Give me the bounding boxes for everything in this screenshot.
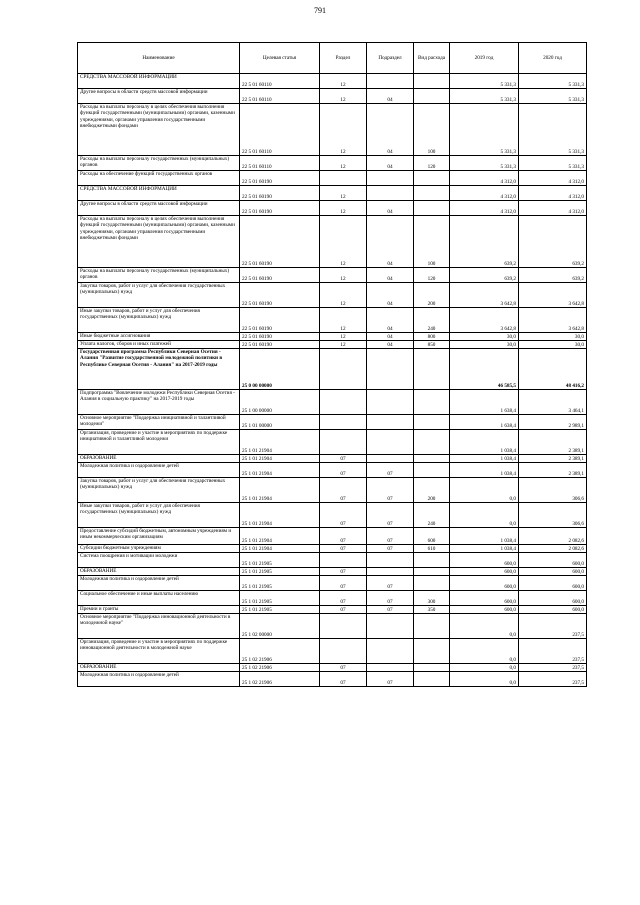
table-cell-name: Организация, проведение и участие в мероприятиях по поддержке инновационной деятельности в молодежной науке xyxy=(78,639,240,664)
table-cell-section xyxy=(320,171,367,186)
table-cell-2019: 639,2 xyxy=(450,216,519,268)
table-cell-section xyxy=(320,639,367,664)
table-cell-name: ОБРАЗОВАНИЕ xyxy=(78,455,240,463)
table-cell-expense-type: 100 xyxy=(414,104,450,156)
table-cell-subsection: 07 xyxy=(367,672,414,687)
table-cell-subsection xyxy=(367,553,414,568)
table-cell-expense-type: 850 xyxy=(414,341,450,349)
table-cell-subsection: 04 xyxy=(367,268,414,283)
table-cell-2020: 3 642,8 xyxy=(519,308,587,333)
table-cell-2019: 0,0 xyxy=(450,639,519,664)
table-cell-subsection: 07 xyxy=(367,528,414,545)
table-cell-2019: 1 638,4 xyxy=(450,415,519,430)
table-cell-subsection: 07 xyxy=(367,591,414,606)
table-cell-expense-type xyxy=(414,463,450,478)
table-cell-name: СРЕДСТВА МАССОВОЙ ИНФОРМАЦИИ xyxy=(78,186,240,201)
table-cell-2020: 3 642,8 xyxy=(519,283,587,308)
table-cell-expense-type: 120 xyxy=(414,268,450,283)
table-cell-subsection: 04 xyxy=(367,333,414,341)
table-cell-target-article: 22 5 01 60190 xyxy=(240,333,320,341)
table-cell-subsection: 07 xyxy=(367,576,414,591)
table-cell-2020: 5 331,3 xyxy=(519,156,587,171)
table-cell-expense-type xyxy=(414,201,450,216)
table-cell-subsection xyxy=(367,349,414,390)
table-cell-name: Молодежная политика и оздоровление детей xyxy=(78,463,240,478)
table-cell-section xyxy=(320,614,367,639)
table-cell-2020: 237,5 xyxy=(519,672,587,687)
table-cell-2020: 2 082,6 xyxy=(519,528,587,545)
table-row xyxy=(78,349,587,390)
table-cell-expense-type xyxy=(414,390,450,415)
table-row xyxy=(78,503,587,528)
table-cell-subsection: 07 xyxy=(367,478,414,503)
table-row xyxy=(78,201,587,216)
table-cell-subsection xyxy=(367,614,414,639)
table-cell-target-article: 22 5 01 60190 xyxy=(240,308,320,333)
table-cell-subsection: 07 xyxy=(367,463,414,478)
table-cell-name: Организация, проведение и участие в мероприятиях по поддержке инициативной и талантливой молодежи xyxy=(78,430,240,455)
table-cell-target-article: 25 1 01 21904 xyxy=(240,455,320,463)
table-cell-2020: 5 331,3 xyxy=(519,89,587,104)
table-cell-name: Расходы на обеспечение функций государственных органов xyxy=(78,171,240,186)
table-cell-expense-type: 300 xyxy=(414,591,450,606)
table-cell-section: 07 xyxy=(320,664,367,672)
table-cell-2020: 48 416,2 xyxy=(519,349,587,390)
table-cell-name: Основное мероприятие "Поддержка инициативной и талантливой молодежи" xyxy=(78,415,240,430)
table-cell-expense-type: 350 xyxy=(414,606,450,614)
table-cell-expense-type: 100 xyxy=(414,216,450,268)
table-body xyxy=(78,74,587,687)
table-cell-section: 12 xyxy=(320,89,367,104)
table-cell-name: Основное мероприятие "Поддержка инновационной деятельности в молодежной науке" xyxy=(78,614,240,639)
table-cell-2020: 5 331,3 xyxy=(519,104,587,156)
table-cell-section: 07 xyxy=(320,545,367,553)
table-cell-2020: 639,2 xyxy=(519,216,587,268)
table-cell-2020: 5 331,3 xyxy=(519,74,587,89)
table-cell-target-article: 25 1 01 21904 xyxy=(240,463,320,478)
table-cell-2020: 4 312,0 xyxy=(519,186,587,201)
table-cell-2020: 2 082,6 xyxy=(519,545,587,553)
table-row xyxy=(78,463,587,478)
table-cell-name: Молодежная политика и оздоровление детей xyxy=(78,576,240,591)
table-row xyxy=(78,333,587,341)
table-row xyxy=(78,664,587,672)
table-row xyxy=(78,308,587,333)
table-cell-2019: 46 585,5 xyxy=(450,349,519,390)
table-cell-expense-type xyxy=(414,553,450,568)
table-cell-name: Премии и гранты xyxy=(78,606,240,614)
table-cell-expense-type: 610 xyxy=(414,545,450,553)
table-header-row xyxy=(78,43,587,74)
table-cell-subsection xyxy=(367,415,414,430)
table-cell-2019: 0,0 xyxy=(450,664,519,672)
table-cell-section xyxy=(320,553,367,568)
table-cell-expense-type xyxy=(414,576,450,591)
table-cell-target-article: 25 1 00 00000 xyxy=(240,390,320,415)
table-row xyxy=(78,478,587,503)
table-cell-subsection: 04 xyxy=(367,104,414,156)
table-cell-expense-type xyxy=(414,639,450,664)
table-cell-section: 12 xyxy=(320,268,367,283)
table-cell-2019: 30,0 xyxy=(450,341,519,349)
table-cell-name: Иные закупки товаров, работ и услуг для обеспечения государственных (муниципальных) нужд xyxy=(78,503,240,528)
table-cell-target-article: 22 5 01 60110 xyxy=(240,89,320,104)
table-cell-name: Закупка товаров, работ и услуг для обеспечения государственных (муниципальных) нужд xyxy=(78,478,240,503)
table-cell-expense-type xyxy=(414,614,450,639)
table-cell-target-article: 22 5 01 60190 xyxy=(240,216,320,268)
table-cell-name: Расходы на выплаты персоналу государственных (муниципальных) органов xyxy=(78,156,240,171)
header-year-2020: 2020 год xyxy=(519,43,587,74)
table-cell-section: 12 xyxy=(320,104,367,156)
table-cell-subsection xyxy=(367,186,414,201)
table-cell-2020: 2 389,1 xyxy=(519,430,587,455)
table-cell-subsection: 04 xyxy=(367,341,414,349)
table-cell-section: 07 xyxy=(320,606,367,614)
table-row xyxy=(78,156,587,171)
table-row xyxy=(78,614,587,639)
table-cell-name: ОБРАЗОВАНИЕ xyxy=(78,664,240,672)
table-cell-target-article: 25 1 02 21906 xyxy=(240,639,320,664)
page-number: 791 xyxy=(314,6,326,15)
table-cell-target-article: 22 5 01 60190 xyxy=(240,283,320,308)
table-cell-name: Расходы на выплаты персоналу государственных (муниципальных) органов xyxy=(78,268,240,283)
table-cell-target-article: 25 1 01 21905 xyxy=(240,576,320,591)
table-cell-section xyxy=(320,415,367,430)
table-cell-2019: 0,0 xyxy=(450,672,519,687)
header-target-article: Целевая статья xyxy=(240,43,320,74)
table-cell-subsection xyxy=(367,664,414,672)
table-cell-subsection: 07 xyxy=(367,503,414,528)
table-cell-name: Молодежная политика и оздоровление детей xyxy=(78,672,240,687)
table-cell-target-article: 25 1 01 21905 xyxy=(240,591,320,606)
table-cell-2019: 1 638,4 xyxy=(450,390,519,415)
table-cell-target-article: 25 1 01 21904 xyxy=(240,430,320,455)
table-cell-2020: 600,0 xyxy=(519,606,587,614)
table-cell-2020: 600,0 xyxy=(519,591,587,606)
table-cell-target-article: 25 1 02 00000 xyxy=(240,614,320,639)
table-cell-name: СРЕДСТВА МАССОВОЙ ИНФОРМАЦИИ xyxy=(78,74,240,89)
table-cell-target-article: 25 1 01 21904 xyxy=(240,503,320,528)
table-cell-target-article: 22 5 01 60110 xyxy=(240,104,320,156)
table-row xyxy=(78,545,587,553)
table-cell-2020: 4 312,0 xyxy=(519,201,587,216)
table-cell-2019: 1 038,4 xyxy=(450,463,519,478)
table-cell-expense-type: 240 xyxy=(414,308,450,333)
header-name: Наименование xyxy=(78,43,240,74)
table-cell-name: Иные закупки товаров, работ и услуг для обеспечения государственных (муниципальных) нужд xyxy=(78,308,240,333)
table-cell-2019: 1 038,4 xyxy=(450,430,519,455)
table-cell-subsection: 04 xyxy=(367,283,414,308)
table-cell-section: 07 xyxy=(320,463,367,478)
table-row xyxy=(78,430,587,455)
table-cell-2020: 306,6 xyxy=(519,503,587,528)
table-cell-2020: 237,5 xyxy=(519,614,587,639)
table-cell-target-article: 22 5 01 60190 xyxy=(240,171,320,186)
table-cell-expense-type xyxy=(414,349,450,390)
table-cell-2019: 0,0 xyxy=(450,503,519,528)
table-cell-subsection xyxy=(367,430,414,455)
table-cell-expense-type xyxy=(414,455,450,463)
table-cell-expense-type xyxy=(414,430,450,455)
table-cell-2019: 1 038,4 xyxy=(450,455,519,463)
table-row xyxy=(78,390,587,415)
budget-table xyxy=(77,42,587,687)
table-cell-expense-type: 600 xyxy=(414,528,450,545)
table-cell-2019: 600,0 xyxy=(450,576,519,591)
table-cell-target-article: 22 5 01 60190 xyxy=(240,186,320,201)
table-cell-target-article: 25 1 01 00000 xyxy=(240,415,320,430)
table-cell-section: 07 xyxy=(320,503,367,528)
table-cell-section: 12 xyxy=(320,341,367,349)
header-subsection: Подраздел xyxy=(367,43,414,74)
table-cell-subsection xyxy=(367,171,414,186)
table-cell-target-article: 25 1 01 21905 xyxy=(240,553,320,568)
table-cell-name: Другие вопросы в области средств массовой информации xyxy=(78,201,240,216)
table-cell-subsection xyxy=(367,390,414,415)
table-cell-2020: 2 389,1 xyxy=(519,455,587,463)
table-cell-subsection: 04 xyxy=(367,89,414,104)
table-row xyxy=(78,89,587,104)
table-cell-2020: 237,5 xyxy=(519,639,587,664)
table-row xyxy=(78,415,587,430)
table-cell-2019: 4 312,0 xyxy=(450,201,519,216)
table-row xyxy=(78,216,587,268)
table-cell-subsection xyxy=(367,74,414,89)
table-row xyxy=(78,591,587,606)
table-cell-target-article: 22 5 01 60190 xyxy=(240,201,320,216)
table-cell-name: Другие вопросы в области средств массовой информации xyxy=(78,89,240,104)
table-cell-section: 07 xyxy=(320,455,367,463)
table-cell-2019: 3 642,8 xyxy=(450,308,519,333)
table-cell-section xyxy=(320,390,367,415)
table-cell-2019: 3 642,8 xyxy=(450,283,519,308)
table-cell-subsection: 04 xyxy=(367,308,414,333)
table-cell-target-article: 25 0 00 00000 xyxy=(240,349,320,390)
table-cell-section: 12 xyxy=(320,156,367,171)
table-cell-name: Закупка товаров, работ и услуг для обеспечения государственных (муниципальных) нужд xyxy=(78,283,240,308)
table-cell-expense-type xyxy=(414,186,450,201)
table-cell-section: 12 xyxy=(320,308,367,333)
table-row xyxy=(78,553,587,568)
table-cell-target-article: 22 5 01 60110 xyxy=(240,156,320,171)
table-cell-expense-type xyxy=(414,672,450,687)
table-cell-name: Субсидии бюджетным учреждениям xyxy=(78,545,240,553)
table-row xyxy=(78,283,587,308)
table-cell-section: 12 xyxy=(320,74,367,89)
table-cell-name: Иные бюджетные ассигнования xyxy=(78,333,240,341)
table-cell-2020: 237,5 xyxy=(519,664,587,672)
table-cell-subsection: 04 xyxy=(367,216,414,268)
table-cell-2020: 600,0 xyxy=(519,553,587,568)
table-cell-target-article: 25 1 02 21906 xyxy=(240,672,320,687)
table-cell-subsection: 04 xyxy=(367,156,414,171)
table-cell-section: 07 xyxy=(320,568,367,576)
table-row xyxy=(78,672,587,687)
table-cell-target-article: 22 5 01 60110 xyxy=(240,74,320,89)
table-cell-section: 07 xyxy=(320,528,367,545)
table-cell-2020: 2 389,1 xyxy=(519,463,587,478)
table-row xyxy=(78,186,587,201)
table-cell-2019: 0,0 xyxy=(450,478,519,503)
table-cell-section: 12 xyxy=(320,186,367,201)
table-cell-expense-type: 200 xyxy=(414,283,450,308)
table-cell-name: Расходы на выплаты персоналу в целях обеспечения выполнения функций государственными (муниципальными) органами, казенными учреждениями, органами управления государственными внебюджетными фондами xyxy=(78,216,240,268)
table-cell-expense-type xyxy=(414,171,450,186)
table-row xyxy=(78,268,587,283)
table-cell-expense-type xyxy=(414,664,450,672)
table-cell-subsection xyxy=(367,568,414,576)
table-cell-2019: 600,0 xyxy=(450,606,519,614)
table-cell-section: 07 xyxy=(320,672,367,687)
table-cell-2020: 30,0 xyxy=(519,333,587,341)
table-cell-section: 07 xyxy=(320,576,367,591)
table-cell-name: Система поощрения и мотивации молодежи xyxy=(78,553,240,568)
table-row xyxy=(78,606,587,614)
table-cell-expense-type: 200 xyxy=(414,478,450,503)
header-year-2019: 2019 год xyxy=(450,43,519,74)
table-cell-2020: 639,2 xyxy=(519,268,587,283)
header-section: Раздел xyxy=(320,43,367,74)
table-cell-subsection xyxy=(367,455,414,463)
table-cell-2020: 30,0 xyxy=(519,341,587,349)
table-cell-name: Социальное обеспечение и иные выплаты населению xyxy=(78,591,240,606)
table-cell-2019: 639,2 xyxy=(450,268,519,283)
table-cell-target-article: 25 1 01 21905 xyxy=(240,606,320,614)
table-cell-2020: 306,6 xyxy=(519,478,587,503)
table-cell-section: 07 xyxy=(320,478,367,503)
table-row xyxy=(78,104,587,156)
table-cell-2019: 600,0 xyxy=(450,553,519,568)
table-row xyxy=(78,171,587,186)
table-cell-2019: 0,0 xyxy=(450,614,519,639)
table-cell-section xyxy=(320,349,367,390)
table-row xyxy=(78,568,587,576)
table-cell-2019: 600,0 xyxy=(450,591,519,606)
table-cell-expense-type xyxy=(414,89,450,104)
table-row xyxy=(78,74,587,89)
table-cell-2020: 3 464,1 xyxy=(519,390,587,415)
table-cell-section: 12 xyxy=(320,333,367,341)
table-cell-target-article: 25 1 01 21904 xyxy=(240,528,320,545)
table-row xyxy=(78,455,587,463)
table-cell-2019: 30,0 xyxy=(450,333,519,341)
table-cell-2020: 4 312,0 xyxy=(519,171,587,186)
table-cell-expense-type: 120 xyxy=(414,156,450,171)
table-cell-expense-type xyxy=(414,568,450,576)
table-cell-2019: 4 312,0 xyxy=(450,186,519,201)
table-cell-section xyxy=(320,430,367,455)
table-cell-target-article: 25 1 01 21904 xyxy=(240,478,320,503)
table-cell-name: Расходы на выплаты персоналу в целях обеспечения выполнения функций государственными (муниципальными) органами, казенными учреждениями, органами управления государственными внебюджетными фондами xyxy=(78,104,240,156)
table-cell-target-article: 25 1 01 21905 xyxy=(240,568,320,576)
table-cell-section: 12 xyxy=(320,216,367,268)
table-cell-subsection: 07 xyxy=(367,606,414,614)
table-row xyxy=(78,576,587,591)
table-cell-section: 12 xyxy=(320,283,367,308)
table-cell-name: Государственная программа Республики Северная Осетия - Алания "Развитие государственной молодежной политики в Республике Северная Осетия - Алания" на 2017-2019 годы xyxy=(78,349,240,390)
table-cell-2019: 5 331,3 xyxy=(450,74,519,89)
table-row xyxy=(78,341,587,349)
table-cell-2019: 5 331,3 xyxy=(450,156,519,171)
table-cell-name: Подпрограмма "Вовлечение молодежи Республики Северная Осетия - Алания в социальную практику" на 2017-2019 годы xyxy=(78,390,240,415)
table-row xyxy=(78,639,587,664)
table-cell-2019: 5 331,3 xyxy=(450,104,519,156)
header-expense-type: Вид расхода xyxy=(414,43,450,74)
table-cell-name: ОБРАЗОВАНИЕ xyxy=(78,568,240,576)
table-cell-target-article: 25 1 01 21904 xyxy=(240,545,320,553)
table-cell-target-article: 22 5 01 60190 xyxy=(240,268,320,283)
table-cell-2019: 4 312,0 xyxy=(450,171,519,186)
table-cell-section: 12 xyxy=(320,201,367,216)
table-cell-subsection: 04 xyxy=(367,201,414,216)
table-cell-expense-type: 240 xyxy=(414,503,450,528)
table-cell-2019: 5 331,3 xyxy=(450,89,519,104)
table-cell-section: 07 xyxy=(320,591,367,606)
table-cell-2019: 600,0 xyxy=(450,568,519,576)
table-cell-subsection: 07 xyxy=(367,545,414,553)
table-cell-target-article: 22 5 01 60190 xyxy=(240,341,320,349)
table-cell-2020: 600,0 xyxy=(519,568,587,576)
table-cell-name: Предоставление субсидий бюджетным, автономным учреждениям и иным некоммерческим организациям xyxy=(78,528,240,545)
table-cell-2020: 600,0 xyxy=(519,576,587,591)
table-cell-expense-type xyxy=(414,74,450,89)
table-row xyxy=(78,528,587,545)
table-cell-2020: 2 989,1 xyxy=(519,415,587,430)
table-cell-expense-type: 800 xyxy=(414,333,450,341)
table-cell-target-article: 25 1 02 21906 xyxy=(240,664,320,672)
table-cell-subsection xyxy=(367,639,414,664)
table-cell-expense-type xyxy=(414,415,450,430)
table-cell-name: Уплата налогов, сборов и иных платежей xyxy=(78,341,240,349)
table-cell-2019: 1 038,4 xyxy=(450,528,519,545)
table-cell-2019: 1 038,4 xyxy=(450,545,519,553)
